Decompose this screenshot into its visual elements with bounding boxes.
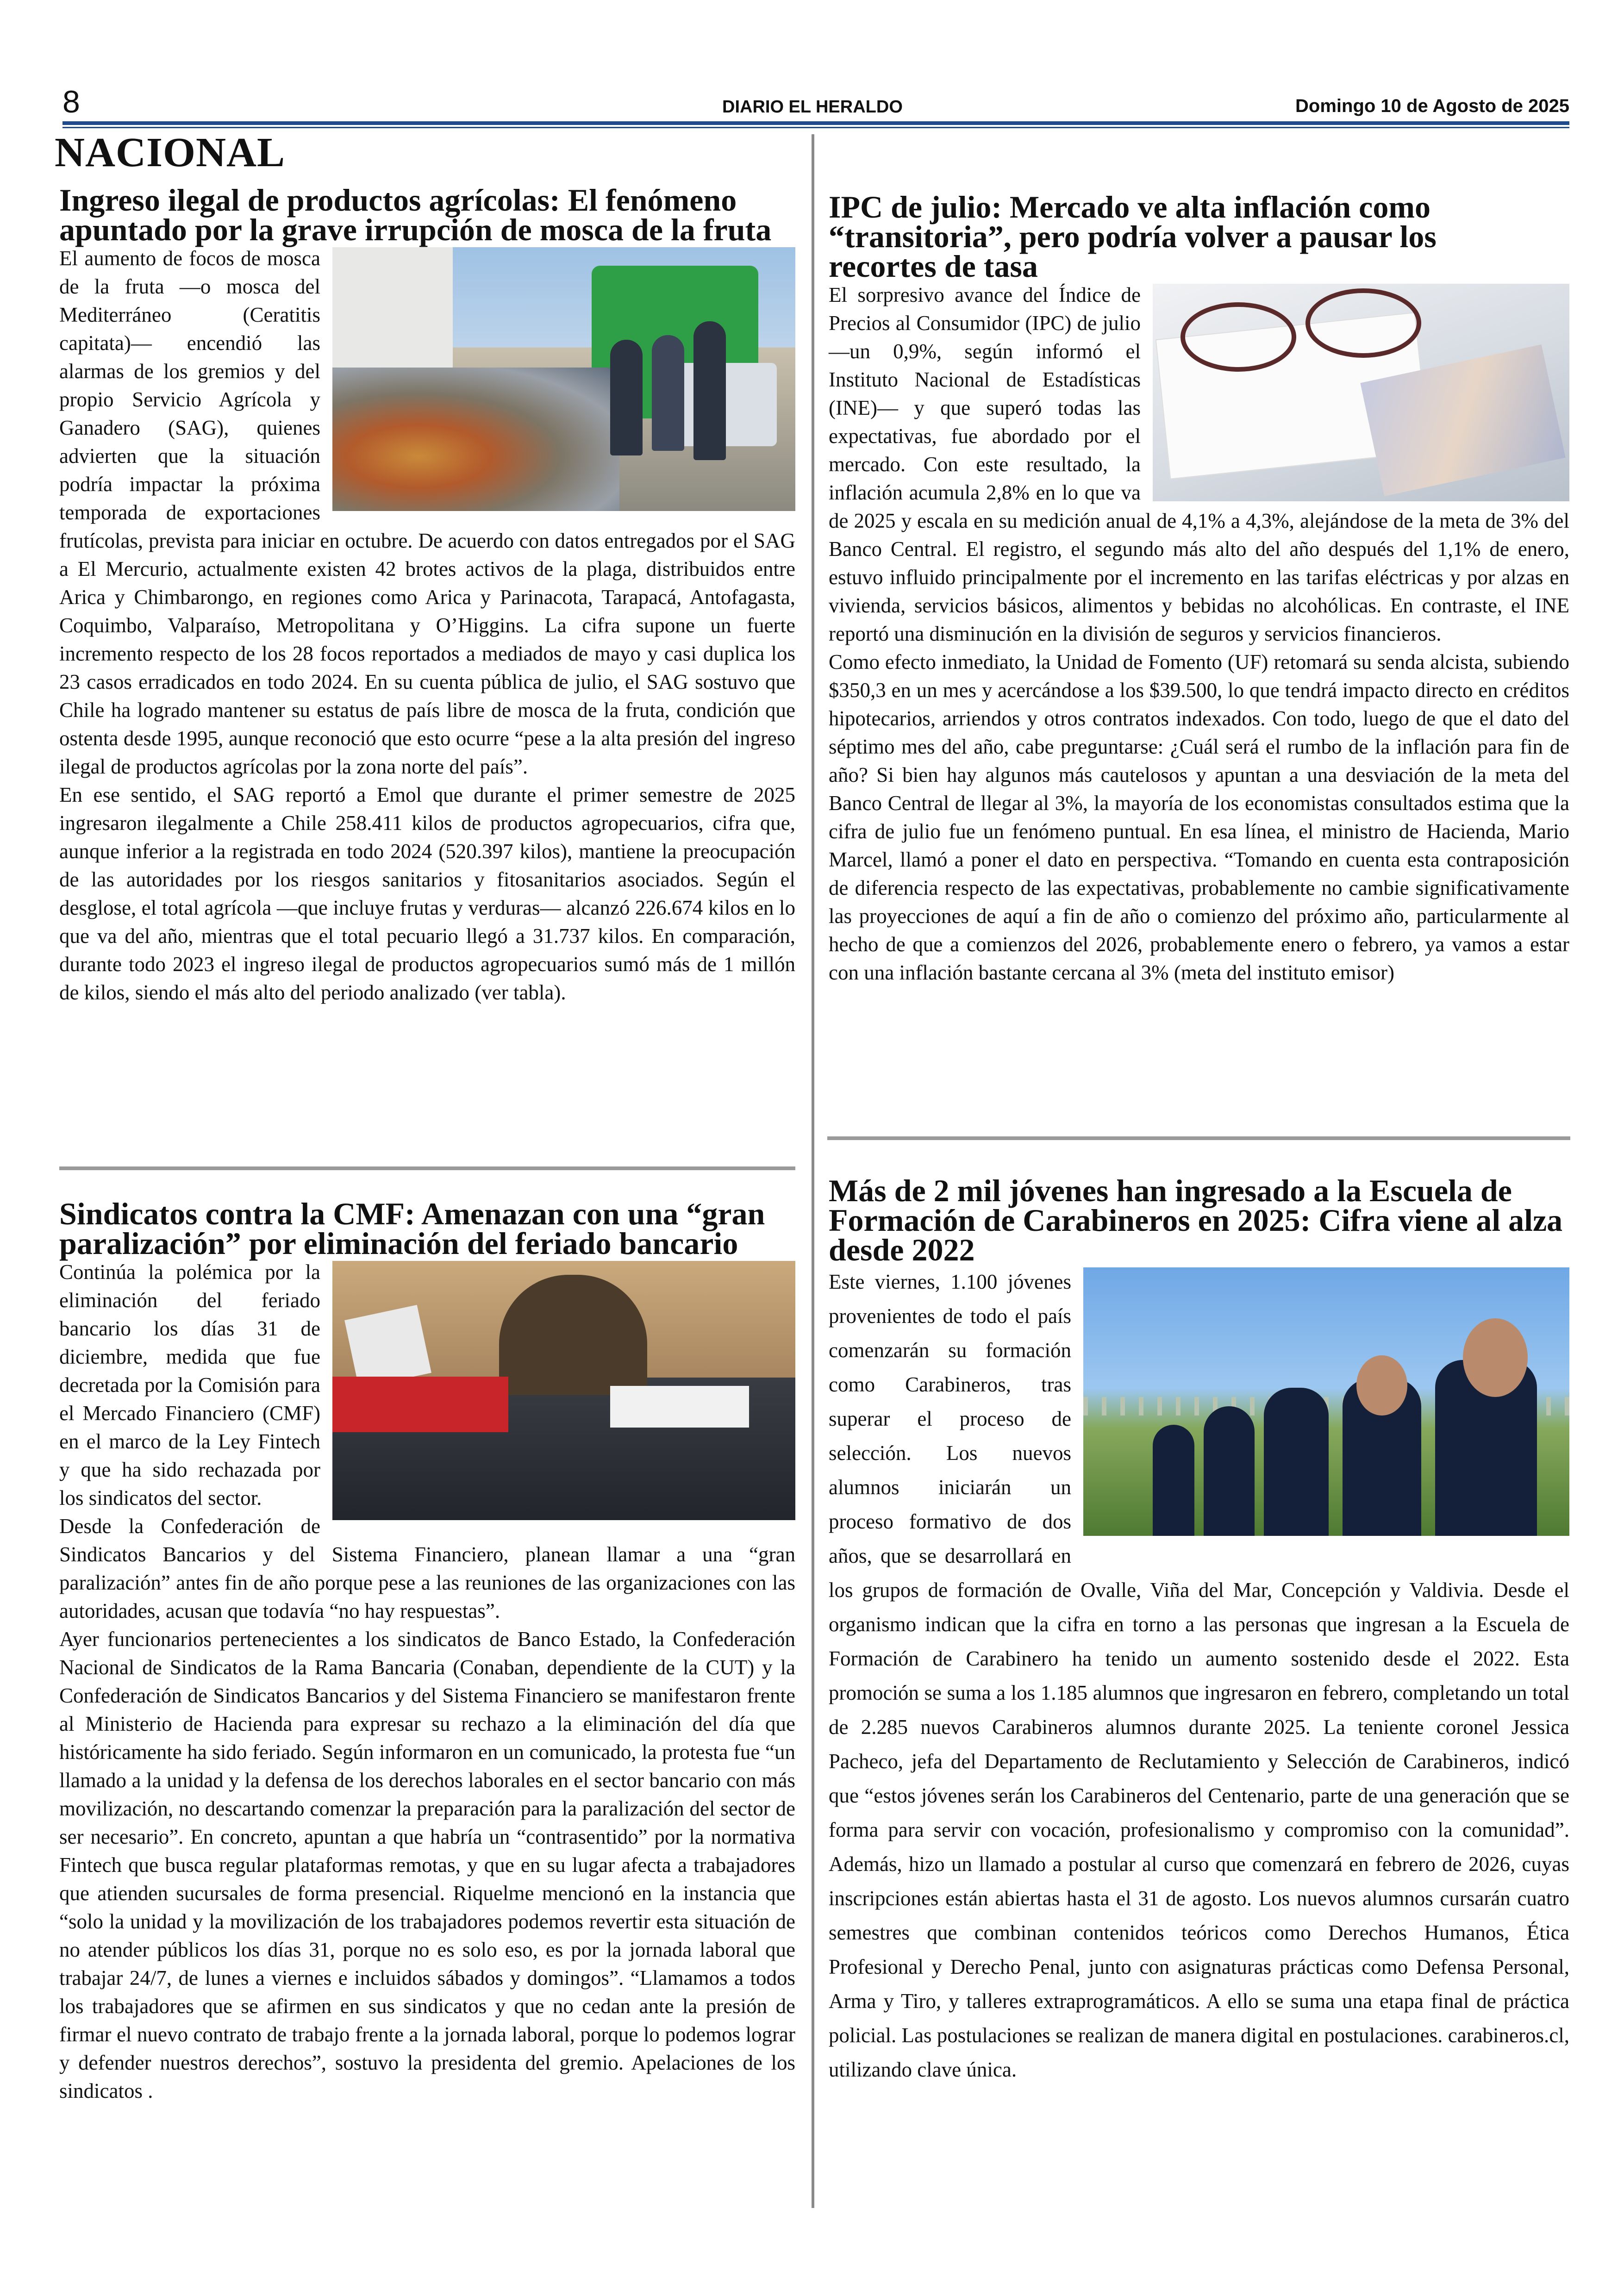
article-separator-left — [59, 1166, 795, 1170]
photo-agricultural-products — [332, 247, 795, 511]
issue-date: Domingo 10 de Agosto de 2025 — [1295, 96, 1569, 116]
header-rule — [62, 121, 1569, 125]
article-paragraph: Continúa la polémica por la eliminación del feriado bancario los días 31 de diciembre, medida que fue decretada por la Comisión para el Mercado Financiero (CMF) en el marco de la Ley Fintech y que ha sido rechazada por los sindicatos del sector. — [59, 1260, 320, 1509]
article-body — [59, 1258, 795, 2105]
article-paragraph: Ayer funcionarios pertenecientes a los sindicatos de Banco Estado, la Confederación Nacional de Sindicatos de la Rama Bancaria (Conaban, dependiente de la CUT) y la Confederación de Sindicatos Bancarios y del Sistema Financiero se manifestaron frente al Ministerio de Hacienda para expresar su rechazo a la eliminación del día que históricamente ha sido feriado. Según informaron en un comunicado, la protesta fue “un llamado a la unidad y la defensa de los derechos laborales en el sector bancario con más movilización, no descartando comenzar la preparación para la paralización del sector de ser necesario”. En concreto, apuntan a que habría un “contrasentido” por la normativa Fintech que busca regular plataformas remotas, y que en su lugar afecta a trabajadores que atienden sucursales de forma presencial. Riquelme mencionó en la instancia que “solo la unidad y la movilización de los trabajadores podemos revertir esta situación de no atender públicos los días 31, porque no es solo eso, es por la jornada laboral que trabajar 24/7, de lunes a viernes e incluidos sábados y domingos”. “Llamamos a todos los trabajadores que se afirmen en sus sindicatos y que no cedan ante la presión de firmar el nuevo contrato de trabajo frente a la jornada laboral, porque lo podemos lograr y defender nuestros derechos”, sostuvo la presidenta del gremio. Apelaciones de los sindicatos . — [59, 1628, 795, 2102]
header-rule-thin — [62, 127, 1569, 128]
article-body — [829, 1265, 1569, 2087]
article-carabineros — [829, 1173, 1569, 2087]
article-body — [59, 244, 795, 1007]
article-paragraph: El sorpresivo avance del Índice de Precios al Consumidor (IPC) de julio —un 0,9%, según informó el Instituto Nacional de Estadísticas (INE)— y que superó todas las expectativas, fue abordado por el mercado. Con este resultado, la inflación acumula 2,8% en lo que va de 2025 y escala en su medición anual de 4,1% a 4,3%, alejándose de la meta de 3% del Banco Central. El registro, el segundo más alto del año después del 1,1% de enero, estuvo influido principalmente por el incremento en las tarifas eléctricas y por alzas en vivienda, servicios básicos, alimentos y bebidas no alcohólicas. En contraste, el INE reportó una disminución en la división de seguros y servicios financieros. — [829, 283, 1569, 645]
article-headline: IPC de julio: Mercado ve alta inflación como “transitoria”, pero podría volver a pausar los recortes de tasa — [829, 189, 1437, 284]
section-title: NACIONAL — [55, 130, 286, 175]
article-body — [829, 281, 1569, 987]
article-paragraph: Este viernes, 1.100 jóvenes provenientes de todo el país comenzarán su formación como Carabineros, tras superar el proceso de selección. Los nuevos alumnos iniciarán un proceso formativo de dos años, que se desarrollará en los grupos de formación de Ovalle, Viña del Mar, Concepción y Valdivia. Desde el organismo indican que la cifra en torno a las personas que ingresan a la Escuela de Formación de Carabinero ha tenido un aumento sostenido desde el 2022. Esta promoción se suma a los 1.185 alumnos que ingresaron en febrero, completando un total de 2.285 nuevos Carabineros alumnos durante 2025. La teniente coronel Jessica Pacheco, jefa del Departamento de Reclutamiento y Selección de Carabineros, indicó que “estos jóvenes serán los Carabineros del Centenario, parte de una generación que se forma para servir con vocación, profesionalismo y compromiso con la comunidad”. Además, hizo un llamado a postular al curso que comenzará en febrero de 2026, cuyas inscripciones están abiertas hasta el 31 de agosto. Los nuevos alumnos cursarán cuatro semestres que combinan contenidos teóricos como Derechos Humanos, Ética Profesional y Derecho Penal, junto con asignaturas prácticas como Defensa Personal, Arma y Tiro, y talleres extraprogramáticos. A ello se suma una etapa final de práctica policial. Las postulaciones se realizan de manera digital en postulaciones. carabineros.cl, utilizando clave única. — [829, 1270, 1569, 2081]
article-paragraph: En ese sentido, el SAG reportó a Emol que durante el primer semestre de 2025 ingresaron ilegalmente a Chile 258.411 kilos de productos agropecuarios, cifra que, aunque inferior a la registrada en todo 2024 (520.397 kilos), mantiene la preocupación de las autoridades por los riesgos sanitarios y fitosanitarios asociados. Según el desglose, el total agrícola —que incluye frutas y verduras— alcanzó 226.674 kilos en lo que va del año, mientras que el total pecuario llegó a 31.737 kilos. En comparación, durante todo 2023 el ingreso ilegal de productos agropecuarios sumó más de 1 millón de kilos, siendo el más alto del periodo analizado (ver tabla). — [59, 783, 795, 1004]
article-headline: Ingreso ilegal de productos agrícolas: El fenómeno apuntado por la grave irrupción de mosca de la fruta — [59, 182, 772, 247]
article-headline: Más de 2 mil jóvenes han ingresado a la Escuela de Formación de Carabineros en 2025: Cifra viene al alza desde 2022 — [829, 1173, 1563, 1267]
article-paragraph: El aumento de focos de mosca de la fruta —o mosca del Mediterráneo (Ceratitis capitata)— encendió las alarmas de los gremios y del propio Servicio Agrícola y Ganadero (SAG), quienes advierten que la situación podría impactar la próxima temporada de exportaciones frutícolas, prevista para iniciar en octubre. De acuerdo con datos entregados por el SAG a El Mercurio, actualmente existen 42 brotes activos de la plaga, distribuidos entre Arica y Chimbarongo, en regiones como Arica y Parinacota, Tarapacá, Antofagasta, Coquimbo, Valparaíso, Metropolitana y O’Higgins. La cifra supone un fuerte incremento respecto de los 28 focos reportados a mediados de mayo y casi duplica los 23 casos erradicados en todo 2024. En su cuenta pública de julio, el SAG sostuvo que Chile ha logrado mantener su estatus de país libre de mosca de la fruta, condición que ostenta desde 1995, aunque reconoció que esto ocurre “pese a la alta presión del ingreso ilegal de productos agrícolas por la zona norte del país”. — [59, 247, 795, 778]
article-separator-right — [827, 1136, 1570, 1140]
article-paragraph: Como efecto inmediato, la Unidad de Fomento (UF) retomará su senda alcista, subiendo $350,3 en un mes y acercándose a los $39.500, lo que tendrá impacto directo en créditos hipotecarios, arriendos y otros contratos indexados. Con todo, luego de que el dato del séptimo mes del año, cabe preguntarse: ¿Cuál será el rumbo de la inflación para fin de año? Si bien hay algunos más cautelosos y apuntan a una desviación de la meta del Banco Central de llegar al 3%, la mayoría de los economistas consultados estima que la cifra de julio fue un fenómeno puntual. En esa línea, el ministro de Hacienda, Mario Marcel, llamó a poner el dato en perspectiva. “Tomando en cuenta esta contraposición de diferencia respecto de las expectativas, probablemente no cambie significativamente las proyecciones de aquí a fin de año o comienzo del próximo año, particularmente al hecho de que a comienzos del 2026, probablemente enero o febrero, ya vamos a estar con una inflación bastante cercana al 3% (meta del instituto emisor) — [829, 650, 1569, 984]
article-ipc — [829, 189, 1569, 987]
article-mosca — [59, 182, 795, 1007]
page-number: 8 — [62, 84, 80, 119]
article-paragraph: Desde la Confederación de Sindicatos Bancarios y del Sistema Financiero, planean llamar a una “gran paralización” antes fin de año porque pese a las reuniones de las organizaciones con las autoridades, acusan que todavía “no hay respuestas”. — [59, 1515, 795, 1622]
article-headline: Sindicatos contra la CMF: Amenazan con una “gran paralización” por eliminación del feriado bancario — [59, 1196, 765, 1261]
photo-glasses-receipts — [1153, 284, 1569, 501]
column-divider — [812, 134, 814, 2208]
newspaper-name: DIARIO EL HERALDO — [722, 97, 903, 117]
article-cmf — [59, 1196, 795, 2105]
photo-protest — [332, 1261, 795, 1520]
photo-cadets — [1083, 1267, 1569, 1536]
